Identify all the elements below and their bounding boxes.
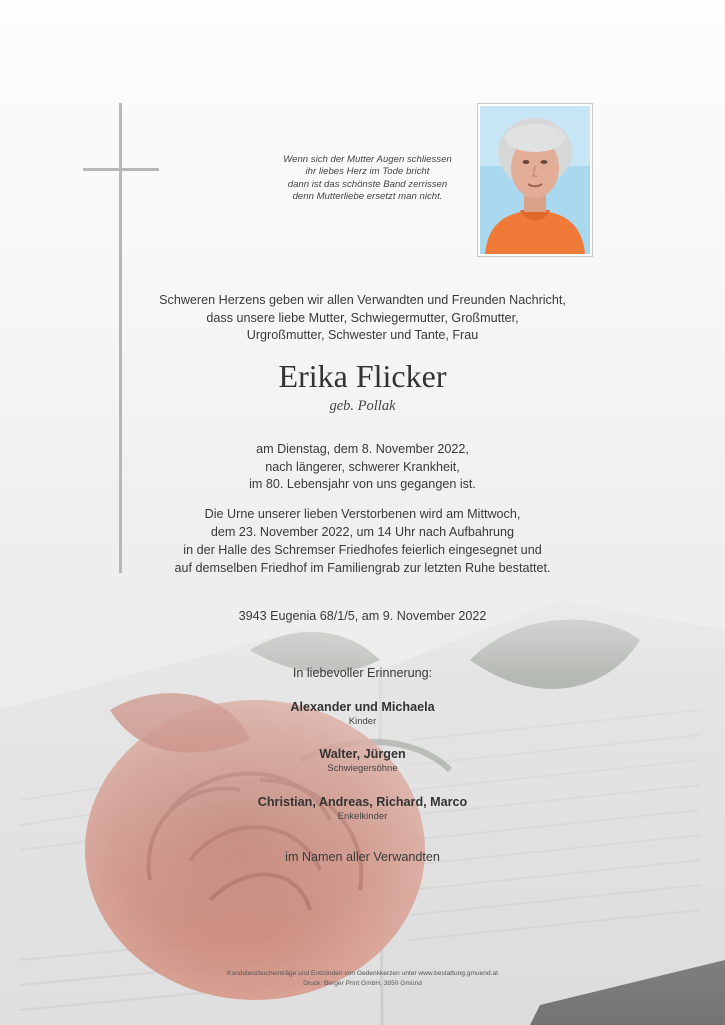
death-notice-line: im 80. Lebensjahr von uns gegangen ist. — [249, 477, 476, 491]
funeral-line: dem 23. November 2022, um 14 Uhr nach Aufbahrung — [210, 525, 515, 539]
mourner-relation: Kinder — [348, 716, 377, 727]
portrait-photo — [477, 103, 593, 257]
mourner-names: Alexander und Michaela — [290, 700, 435, 714]
funeral-line: Die Urne unserer lieben Verstorbenen wird am Mittwoch, — [204, 507, 521, 521]
on-behalf-line: im Namen aller Verwandten — [285, 850, 440, 864]
poem-line: denn Mutterliebe ersetzt man nicht. — [292, 191, 443, 203]
mourner-group — [0, 794, 725, 823]
poem-line: dann ist das schönste Band zerrissen — [287, 178, 448, 190]
place-and-date: 3943 Eugenia 68/1/5, am 9. November 2022 — [238, 609, 487, 623]
deceased-name: Erika Flicker — [278, 358, 447, 394]
intro-line: dass unsere liebe Mutter, Schwiegermutter, Großmutter, — [206, 310, 519, 325]
death-notice-line: nach längerer, schwerer Krankheit, — [265, 459, 460, 474]
death-notice — [0, 441, 725, 494]
announcement-intro — [0, 292, 725, 345]
mourner-group — [0, 746, 725, 775]
funeral-details — [0, 505, 725, 577]
memorial-poem — [230, 154, 505, 204]
funeral-line: in der Halle des Schremser Friedhofes feierlich eingesegnet und — [183, 543, 542, 557]
intro-line: Urgroßmutter, Schwester und Tante, Frau — [246, 328, 479, 342]
mourner-group — [0, 699, 725, 728]
funeral-line: auf demselben Friedhof im Familiengrab zur letzten Ruhe bestattet. — [174, 561, 551, 575]
mourner-names: Walter, Jürgen — [319, 747, 406, 761]
cross-horizontal-bar — [83, 168, 159, 171]
poem-line: ihr liebes Herz im Tode bricht — [305, 166, 430, 178]
mourner-relation: Enkelkinder — [337, 811, 388, 822]
poem-line: Wenn sich der Mutter Augen schliessen — [283, 154, 452, 165]
footer-line: Druck: Berger Print GmbH, 3950 Gmünd — [303, 980, 422, 987]
footer-notes — [0, 969, 725, 989]
mourner-names: Christian, Andreas, Richard, Marco — [257, 795, 468, 809]
intro-line: Schweren Herzens geben wir allen Verwandten und Freunden Nachricht, — [159, 293, 566, 307]
memory-heading: In liebevoller Erinnerung: — [292, 666, 433, 680]
maiden-name: geb. Pollak — [329, 398, 396, 414]
rose-on-book-background-image — [0, 560, 725, 1025]
death-notice-line: am Dienstag, dem 8. November 2022, — [256, 442, 469, 456]
mourner-relation: Schwiegersöhne — [327, 763, 398, 774]
footer-line: Kondolenzbucheinträge und Entzünden von Gedenkkerzen unter www.bestattung.gmuend.at — [227, 970, 498, 977]
